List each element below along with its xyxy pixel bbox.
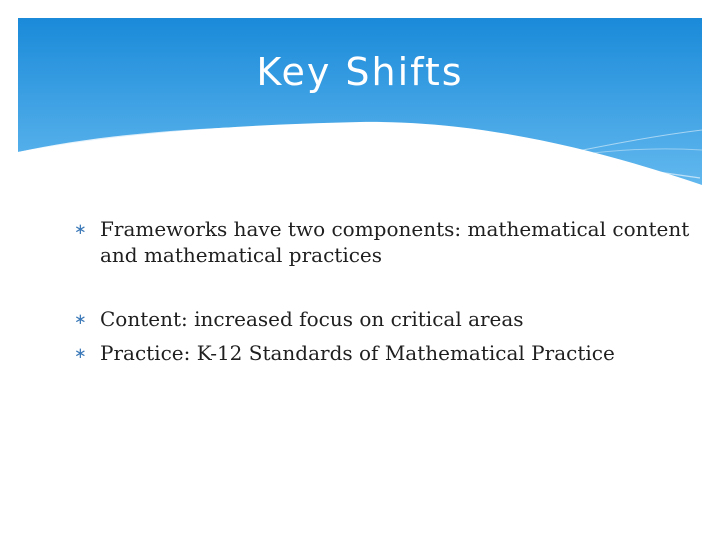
bullet-list: [74, 216, 694, 366]
bullet-text: Practice: K-12 Standards of Mathematical Practice: [100, 341, 615, 365]
bullet-item: [74, 340, 694, 366]
title-banner: [0, 0, 720, 200]
bullet-text: Content: increased focus on critical areas: [100, 307, 524, 331]
slide-title: Key Shifts: [256, 50, 464, 94]
bullet-marker-icon: ∗: [74, 220, 87, 238]
bullet-item: [74, 306, 694, 332]
bullet-marker-icon: ∗: [74, 344, 87, 362]
bullet-marker-icon: ∗: [74, 310, 87, 328]
bullet-item: [74, 216, 694, 268]
bullet-text: Frameworks have two components: mathematical content and mathematical practices: [100, 217, 690, 267]
